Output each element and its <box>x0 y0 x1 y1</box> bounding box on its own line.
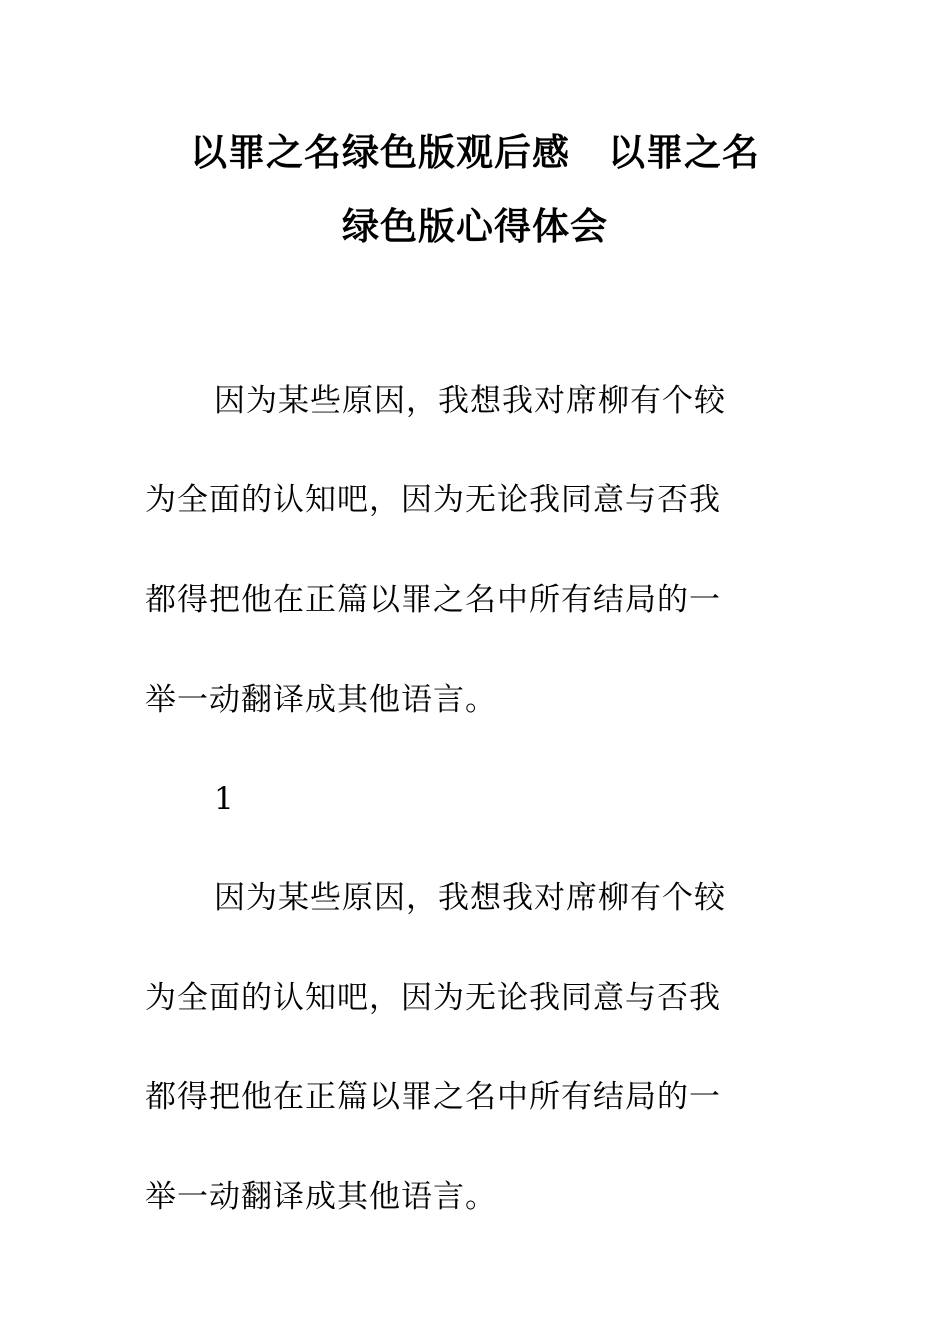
paragraph-1-line-3: 都得把他在正篇以罪之名中所有结局的一 <box>145 582 721 618</box>
paragraph-2-line-3: 都得把他在正篇以罪之名中所有结局的一 <box>145 1079 721 1115</box>
paragraph-2-line-1: 因为某些原因，我想我对席柳有个较 <box>214 880 726 916</box>
document-title-line-2: 绿色版心得体会 <box>342 205 608 248</box>
title-part-1: 以罪之名绿色版观后感 <box>190 131 570 174</box>
title-part-2: 以罪之名 <box>608 131 760 174</box>
paragraph-2-line-4: 举一动翻译成其他语言。 <box>145 1179 497 1215</box>
paragraph-1-line-2: 为全面的认知吧，因为无论我同意与否我 <box>145 482 721 518</box>
paragraph-2-line-2: 为全面的认知吧，因为无论我同意与否我 <box>145 980 721 1016</box>
paragraph-1-line-4: 举一动翻译成其他语言。 <box>145 682 497 718</box>
paragraph-1-line-1: 因为某些原因，我想我对席柳有个较 <box>214 383 726 419</box>
section-number: 1 <box>214 781 235 817</box>
document-title-line-1 <box>145 131 805 175</box>
